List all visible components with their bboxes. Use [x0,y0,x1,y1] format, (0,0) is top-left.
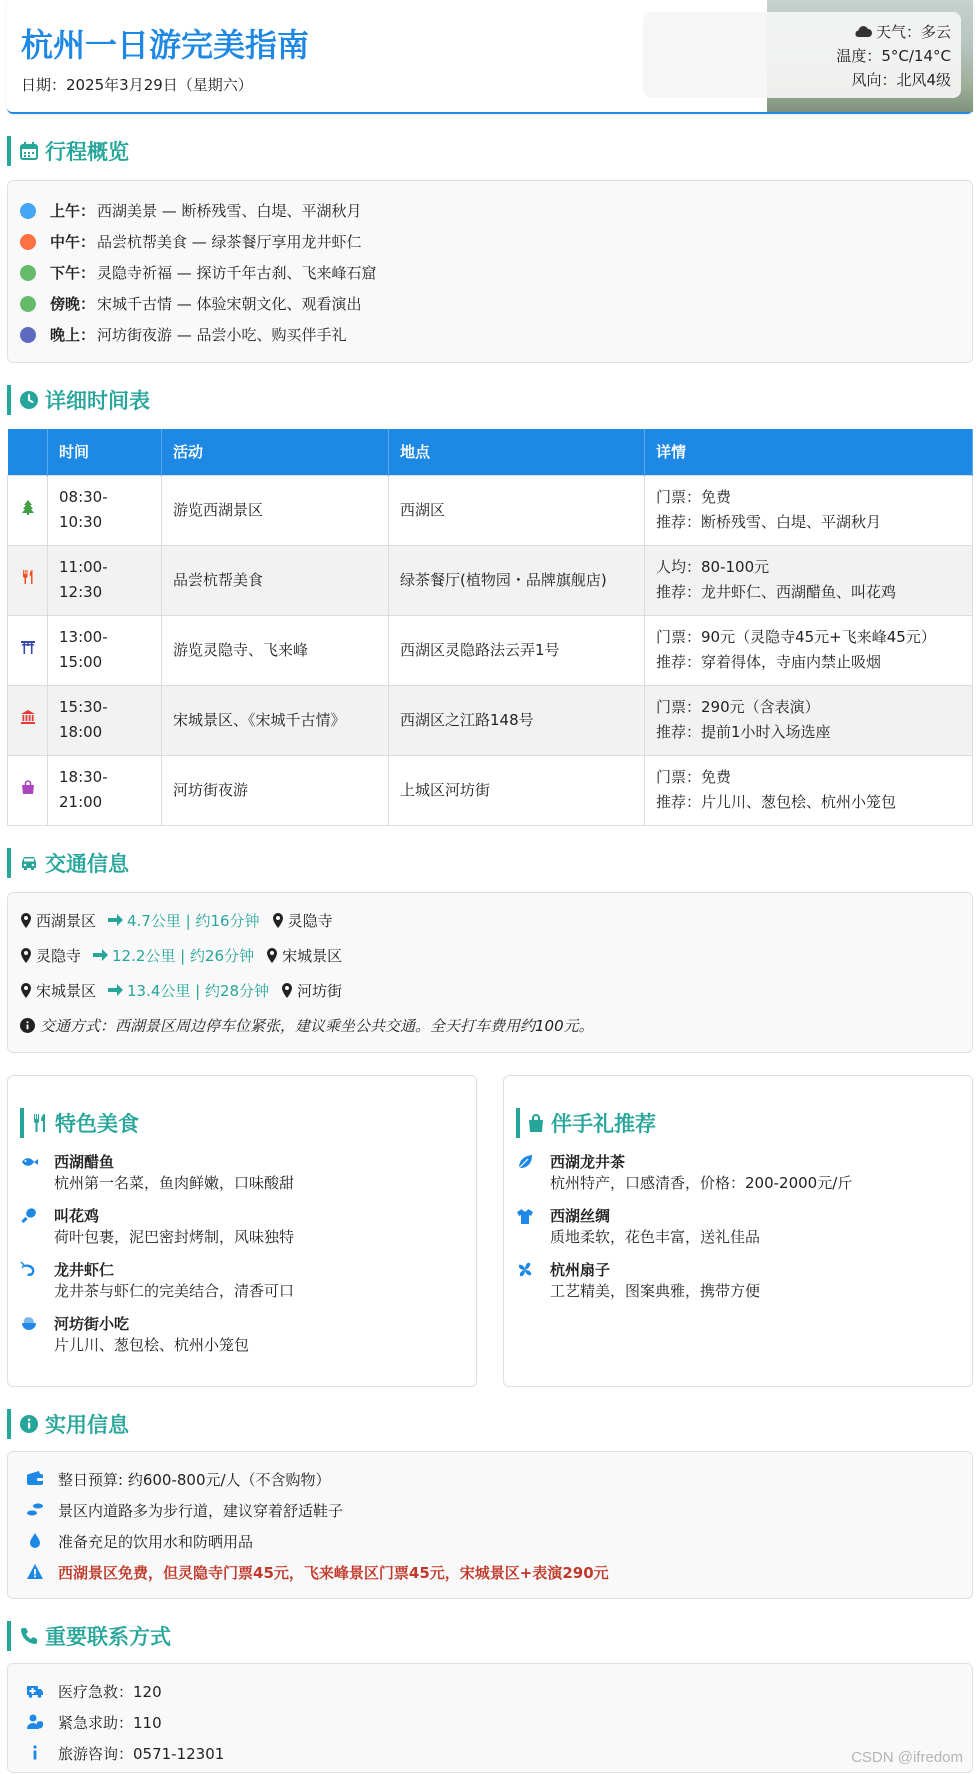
info-icon [26,1744,44,1762]
map-pin-icon [20,983,32,998]
food-item [20,1152,462,1194]
route-distance [93,945,254,966]
shrimp-icon [20,1261,38,1279]
row-place: 西湖区 [389,475,645,545]
row-details [645,755,973,825]
transport-note-text: 交通方式：西湖景区周边停车位紧张，建议乘坐公共交通。全天打车费用约100元。 [40,1017,594,1035]
feature-name: 龙井虾仁 [54,1260,115,1279]
feature-desc: 片儿川、葱包桧、杭州小笼包 [54,1335,250,1354]
row-activity: 品尝杭帮美食 [162,545,389,615]
feature-text [54,1314,249,1356]
row-details [645,475,973,545]
map-pin-icon [281,983,293,998]
practical-text: 整日预算: 约600-800元/人（不含购物） [58,1470,331,1489]
food-item [20,1260,462,1302]
row-detail-price: 门票：免费 [656,768,732,786]
warning-icon [26,1563,44,1581]
row-icon-cell [8,615,48,685]
souvenir-item [516,1206,958,1248]
header-activity: 活动 [162,429,389,475]
tree-icon [20,499,36,515]
row-detail-price: 门票：90元（灵隐寺45元+飞来峰45元） [656,628,936,646]
route-row [20,973,960,1008]
schedule-heading [7,385,973,415]
contacts-item [26,1707,954,1738]
table-row [8,545,973,615]
overview-title: 行程概览 [45,140,129,164]
header [7,0,973,114]
period-label: 上午： [50,202,96,220]
wallet-icon [26,1470,44,1488]
practical-heading [7,1409,973,1439]
map-pin-icon [272,913,284,928]
feature-name: 西湖醋鱼 [54,1152,115,1171]
feature-name: 叫花鸡 [54,1206,100,1225]
row-detail-recommend: 推荐：穿着得体，寺庙内禁止吸烟 [656,653,882,671]
phone-icon [19,1626,39,1646]
feature-icon-wrap [516,1260,550,1302]
row-activity: 游览灵隐寺、飞来峰 [162,615,389,685]
practical-item [26,1464,954,1495]
weather-card [643,12,961,98]
feature-desc: 杭州第一名菜，鱼肉鲜嫩，口味酸甜 [54,1173,295,1192]
contacts-item [26,1676,954,1707]
route-to: 河坊街 [297,981,343,1000]
shoe-prints-icon [26,1501,44,1519]
arrow-right-icon [93,949,108,961]
contacts-heading [7,1621,973,1651]
souvenir-card [503,1075,973,1387]
row-activity: 河坊街夜游 [162,755,389,825]
overview-item [20,319,960,350]
bowl-icon [20,1315,38,1333]
info-circle-icon [19,1414,39,1434]
period-text: 宋城千古情 — 体验宋朝文化、观看演出 [97,295,362,313]
overview-item [20,226,960,257]
torii-icon [20,639,36,655]
row-place: 西湖区灵隐路法云弄1号 [389,615,645,685]
contacts-text: 医疗急救：120 [58,1682,162,1701]
contacts-text: 紧急求助：110 [58,1713,162,1732]
leaf-icon [516,1153,534,1171]
car-icon [19,853,39,873]
header-place: 地点 [389,429,645,475]
feature-text [550,1206,760,1248]
practical-text: 准备充足的饮用水和防晒用品 [58,1532,254,1551]
header-icon-cell [8,429,48,475]
row-place: 上城区河坊街 [389,755,645,825]
transport-heading [7,848,973,878]
row-detail-recommend: 推荐：龙井虾仁、西湖醋鱼、叫花鸡 [656,583,897,601]
practical-text: 景区内道路多为步行道，建议穿着舒适鞋子 [58,1501,344,1520]
overview-item [20,195,960,226]
feature-text [54,1206,294,1248]
feature-icon-wrap [516,1206,550,1248]
feature-icon-wrap [20,1260,54,1302]
table-row [8,755,973,825]
row-detail-recommend: 推荐：断桥残雪、白堤、平湖秋月 [656,513,882,531]
feature-desc: 杭州特产，口感清香，价格：200-2000元/斤 [550,1173,853,1192]
contacts-text: 旅游咨询：0571-12301 [58,1744,225,1763]
souvenir-item [516,1152,958,1194]
feature-text [54,1260,294,1302]
feature-name: 河坊街小吃 [54,1314,130,1333]
feature-name: 杭州扇子 [550,1260,611,1279]
calendar-icon [19,141,39,161]
row-activity: 游览西湖景区 [162,475,389,545]
route-row [20,903,960,938]
period-dot [20,234,36,250]
food-title: 特色美食 [55,1111,139,1136]
schedule-table [7,429,973,826]
period-dot [20,327,36,343]
feature-text [54,1152,294,1194]
row-icon-cell [8,475,48,545]
route-distance-text: 13.4公里 | 约28分钟 [127,981,270,1000]
transport-note [20,1008,960,1044]
weather-text: 天气：多云 [875,23,951,41]
overview-card [7,180,973,363]
feature-text [550,1152,852,1194]
row-time: 08:30-10:30 [48,475,162,545]
feature-icon-wrap [20,1152,54,1194]
info-circle-icon [20,1018,35,1033]
page-title: 杭州一日游完美指南 [21,26,310,64]
fan-icon [516,1261,534,1279]
cloud-icon [853,24,873,38]
row-detail-recommend: 推荐：片儿川、葱包桧、杭州小笼包 [656,793,897,811]
practical-title: 实用信息 [45,1412,129,1437]
feature-desc: 质地柔软，花色丰富，送礼佳品 [550,1227,761,1246]
row-time: 18:30-21:00 [48,755,162,825]
shopping-bag-icon [20,779,36,795]
row-place: 绿茶餐厅(植物园・品牌旗舰店) [389,545,645,615]
row-detail-price: 人均：80-100元 [656,558,770,576]
fish-icon [20,1153,38,1171]
watermark: CSDN @ifredom [851,1749,963,1766]
page [7,0,973,1773]
row-time: 15:30-18:00 [48,685,162,755]
period-label: 中午： [50,233,96,251]
row-detail-recommend: 推荐：提前1小时入场选座 [656,723,831,741]
map-pin-icon [20,913,32,928]
arrow-right-icon [108,914,123,926]
practical-item [26,1495,954,1526]
feature-icon-wrap [20,1206,54,1248]
route-to: 灵隐寺 [287,911,333,930]
row-activity: 宋城景区、《宋城千古情》 [162,685,389,755]
temperature-text: 温度：5°C/14°C [836,47,951,65]
landmark-icon [20,709,36,725]
route-distance [108,910,260,931]
feature-text [550,1260,760,1302]
row-icon-cell [8,685,48,755]
water-drop-icon [26,1532,44,1550]
period-text: 西湖美景 — 断桥残雪、白堤、平湖秋月 [97,202,362,220]
row-details [645,615,973,685]
souvenir-heading [516,1108,958,1138]
food-heading [20,1108,462,1138]
feature-icon-wrap [516,1152,550,1194]
practical-item [26,1557,954,1588]
practical-text: 西湖景区免费，但灵隐寺门票45元，飞来峰景区门票45元，宋城景区+表演290元 [58,1563,609,1582]
row-detail-price: 门票：免费 [656,488,732,506]
wind-text: 风向：北风4级 [851,71,951,89]
row-details [645,545,973,615]
row-time: 11:00-12:30 [48,545,162,615]
feature-desc: 工艺精美，图案典雅，携带方便 [550,1281,761,1300]
practical-card [7,1451,973,1599]
transport-card [7,892,973,1053]
row-detail-price: 门票：290元（含表演） [656,698,820,716]
period-text: 灵隐寺祈福 — 探访千年古刹、飞来峰石窟 [97,264,377,282]
contacts-card [7,1663,973,1773]
route-from: 灵隐寺 [36,946,82,965]
header-time: 时间 [48,429,162,475]
two-column-section [7,1075,973,1387]
food-item [20,1314,462,1356]
period-text: 河坊街夜游 — 品尝小吃、购买伴手礼 [97,326,347,344]
period-label: 晚上： [50,326,96,344]
transport-title: 交通信息 [45,851,129,876]
route-to: 宋城景区 [282,946,343,965]
feature-icon-wrap [20,1314,54,1356]
route-row [20,938,960,973]
food-item [20,1206,462,1248]
shirt-icon [516,1207,534,1225]
route-from: 西湖景区 [36,911,97,930]
drumstick-icon [20,1207,38,1225]
route-distance [108,980,269,1001]
route-distance-text: 12.2公里 | 约26分钟 [112,946,255,965]
clock-icon [19,390,39,410]
table-row [8,475,973,545]
ambulance-icon [26,1682,44,1700]
contacts-item [26,1738,954,1769]
feature-name: 西湖龙井茶 [550,1152,626,1171]
table-row [8,685,973,755]
souvenir-item [516,1260,958,1302]
overview-item [20,288,960,319]
period-label: 下午： [50,264,96,282]
utensils-icon [30,1113,50,1133]
period-text: 品尝杭帮美食 — 绿茶餐厅享用龙井虾仁 [97,233,362,251]
header-details: 详情 [645,429,973,475]
table-header-row [8,429,973,475]
schedule-title: 详细时间表 [45,389,150,413]
row-time: 13:00-15:00 [48,615,162,685]
overview-item [20,257,960,288]
feature-desc: 龙井茶与虾仁的完美结合，清香可口 [54,1281,295,1300]
table-row [8,615,973,685]
feature-name: 西湖丝绸 [550,1206,611,1225]
row-icon-cell [8,755,48,825]
trip-date: 日期：2025年3月29日（星期六） [21,76,253,94]
row-details [645,685,973,755]
route-distance-text: 4.7公里 | 约16分钟 [127,911,260,930]
row-place: 西湖区之江路148号 [389,685,645,755]
map-pin-icon [20,948,32,963]
row-icon-cell [8,545,48,615]
period-label: 傍晚： [50,295,96,313]
practical-item [26,1526,954,1557]
map-pin-icon [266,948,278,963]
period-dot [20,296,36,312]
police-icon [26,1713,44,1731]
food-card [7,1075,477,1387]
arrow-right-icon [108,984,123,996]
contacts-title: 重要联系方式 [45,1624,171,1649]
route-from: 宋城景区 [36,981,97,1000]
feature-desc: 荷叶包裹，泥巴密封烤制，风味独特 [54,1227,295,1246]
shopping-bag-icon [526,1113,546,1133]
utensils-icon [20,569,36,585]
period-dot [20,203,36,219]
souvenir-title: 伴手礼推荐 [551,1111,656,1136]
overview-heading [7,136,973,166]
period-dot [20,265,36,281]
